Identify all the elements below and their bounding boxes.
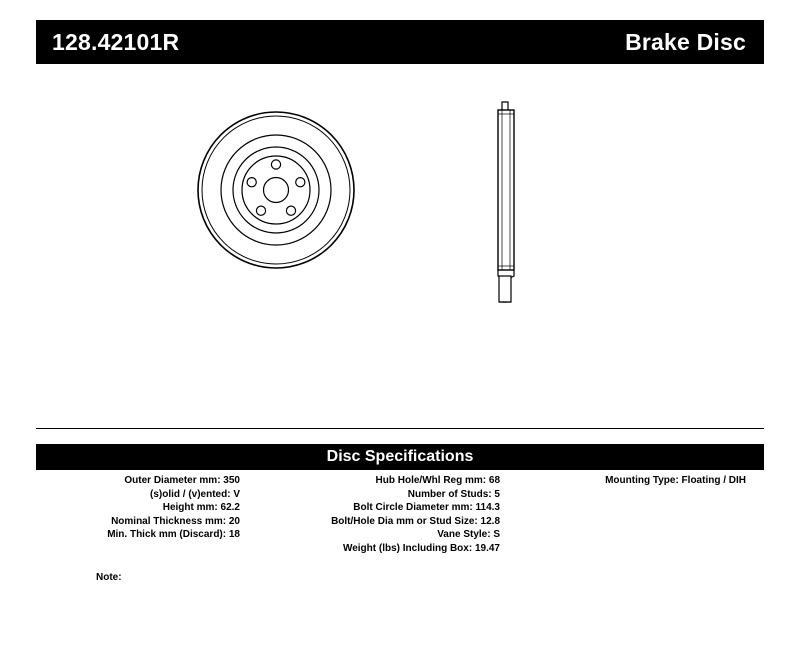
spec-section-title: Disc Specifications (326, 448, 474, 465)
spec-row: Vane Style: S (437, 529, 500, 540)
page-title: Brake Disc (625, 28, 746, 55)
technical-drawing (36, 80, 764, 380)
spec-column-hub (248, 474, 508, 555)
spec-row: Height mm: 62.2 (162, 502, 240, 513)
rotor-edge-view (498, 102, 514, 302)
note-label: Note: (96, 572, 122, 583)
spec-table (36, 474, 764, 555)
spec-row: Mounting Type: Floating / DIH (605, 475, 746, 486)
spec-row: Hub Hole/Whl Reg mm: 68 (375, 475, 500, 486)
spec-row: Outer Diameter mm: 350 (124, 475, 240, 486)
divider (36, 428, 764, 429)
part-number: 128.42101R (52, 28, 180, 55)
spec-row: (s)olid / (v)ented: V (150, 488, 240, 500)
header-bar (36, 20, 764, 64)
spec-row: Bolt/Hole Dia mm or Stud Size: 12.8 (331, 515, 500, 527)
spec-title-bar (36, 444, 764, 470)
spec-row: Weight (lbs) Including Box: 19.47 (342, 542, 500, 554)
spec-column-mounting (508, 474, 764, 488)
spec-row: Bolt Circle Diameter mm: 114.3 (353, 502, 500, 513)
rotor-face-view (198, 112, 354, 268)
spec-column-dimensions (36, 474, 248, 542)
spec-row: Min. Thick mm (Discard): 18 (107, 529, 240, 540)
spec-row: Nominal Thickness mm: 20 (111, 515, 240, 527)
spec-row: Number of Studs: 5 (407, 488, 500, 500)
